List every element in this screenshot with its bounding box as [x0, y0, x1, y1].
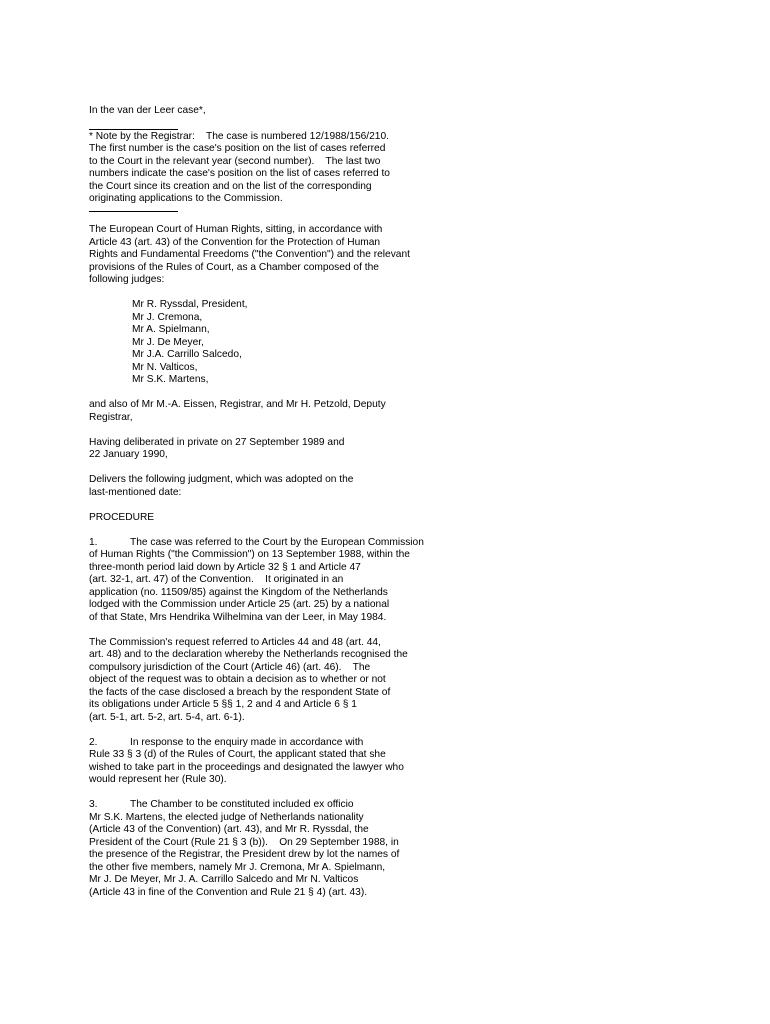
paragraph-line: lodged with the Commission under Article 25 (art. 25) by a national [89, 599, 390, 610]
registrar-footnote [89, 131, 469, 206]
paragraph-line: (art. 5-1, art. 5-2, art. 5-4, art. 6-1). [89, 711, 245, 723]
paragraph-text: The case was referred to the Court by the European Commission [130, 536, 424, 548]
paragraph-2 [89, 737, 469, 787]
paragraph-line: three-month period laid down by Article 32 § 1 and Article 47 [89, 561, 361, 573]
footnote-line: * Note by the Registrar: The case is numbered 12/1988/156/210. [89, 130, 389, 142]
paragraph-first-line [89, 799, 469, 812]
paragraph-line: wished to take part in the proceedings and designated the lawyer who [89, 761, 404, 773]
paragraph-line: Mr J. De Meyer, Mr J. A. Carrillo Salcedo and Mr N. Valticos [89, 874, 359, 885]
paragraph-line: would represent her (Rule 30). [89, 774, 227, 785]
registrar-line: and also of Mr M.-A. Eissen, Registrar, and Mr H. Petzold, Deputy [89, 399, 386, 410]
opening-line: Article 43 (art. 43) of the Convention for the Protection of Human [89, 236, 381, 248]
registrar-line: Registrar, [89, 411, 133, 423]
paragraph-line: the presence of the Registrar, the President drew by lot the names of [89, 849, 400, 860]
spacer [89, 724, 469, 737]
spacer [89, 524, 469, 537]
spacer [89, 787, 469, 800]
paragraph-line: President of the Court (Rule 21 § 3 (b)). On 29 September 1988, in [89, 836, 399, 848]
spacer [89, 499, 469, 512]
deliberated-line: Having deliberated in private on 27 September 1989 and [89, 436, 345, 448]
paragraph-line: the facts of the case disclosed a breach by the respondent State of [89, 686, 391, 698]
opening-line: The European Court of Human Rights, sitting, in accordance with [89, 224, 383, 235]
opening-line: following judges: [89, 274, 165, 285]
paragraph-line: The Commission's request referred to Articles 44 and 48 (art. 44, [89, 636, 381, 648]
paragraph-text: In response to the enquiry made in accordance with [130, 736, 364, 748]
footnote-line: to the Court in the relevant year (second number). The last two [89, 155, 381, 167]
spacer [89, 212, 469, 225]
paragraph-first-line [89, 737, 469, 750]
deliberated-line: 22 January 1990, [89, 449, 168, 460]
paragraph-line: the other five members, namely Mr J. Cremona, Mr A. Spielmann, [89, 861, 386, 873]
judge-name: Mr J. De Meyer, [132, 336, 204, 348]
judge-name: Mr J.A. Carrillo Salcedo, [132, 349, 242, 360]
opening-line: Rights and Fundamental Freedoms ("the Convention") and the relevant [89, 249, 410, 260]
judges-list [89, 299, 469, 387]
opening-paragraph [89, 224, 469, 287]
footnote-line: The first number is the case's position on the list of cases referred [89, 143, 386, 154]
delivers-line: Delivers the following judgment, which was adopted on the [89, 474, 354, 485]
judge-name: Mr A. Spielmann, [132, 324, 210, 335]
footnote-line: the Court since its creation and on the list of the corresponding [89, 180, 372, 192]
judgment-page [89, 105, 469, 899]
paragraph-text: The Chamber to be constituted included ex officio [130, 799, 354, 810]
judge-name: Mr R. Ryssdal, President, [132, 299, 248, 310]
paragraph-line: of that State, Mrs Hendrika Wilhelmina van der Leer, in May 1984. [89, 611, 387, 623]
paragraph-number: 3. [89, 799, 98, 810]
judge-name: Mr S.K. Martens, [132, 374, 209, 385]
spacer [89, 287, 469, 300]
paragraph-line: (Article 43 in fine of the Convention and Rule 21 § 4) (art. 43). [89, 886, 368, 898]
paragraph-line: application (no. 11509/85) against the Kingdom of the Netherlands [89, 586, 388, 598]
deliberated-paragraph [89, 437, 469, 462]
spacer [89, 624, 469, 637]
paragraph-line: compulsory jurisdiction of the Court (Article 46) (art. 46). The [89, 661, 371, 673]
paragraph-line: art. 48) and to the declaration whereby the Netherlands recognised the [89, 649, 408, 660]
paragraph-1 [89, 537, 469, 625]
judge-name: Mr J. Cremona, [132, 311, 203, 323]
spacer [89, 387, 469, 400]
delivers-line: last-mentioned date: [89, 486, 182, 498]
footnote-rule-top [89, 129, 178, 130]
paragraph-line: Mr S.K. Martens, the elected judge of Netherlands nationality [89, 811, 364, 823]
paragraph-number: 1. [89, 536, 98, 548]
registrar-paragraph [89, 399, 469, 424]
paragraph-line: Rule 33 § 3 (d) of the Rules of Court, the applicant stated that she [89, 749, 386, 760]
paragraph-line: of Human Rights ("the Commission") on 13 September 1988, within the [89, 549, 410, 560]
paragraph-first-line [89, 537, 469, 550]
paragraph-3 [89, 799, 469, 899]
procedure-heading: PROCEDURE [89, 511, 155, 523]
footnote-line: originating applications to the Commission. [89, 193, 283, 204]
footnote-line: numbers indicate the case's position on the list of cases referred to [89, 168, 390, 179]
spacer [89, 462, 469, 475]
opening-line: provisions of the Rules of Court, as a Chamber composed of the [89, 261, 379, 273]
paragraph-line: (art. 32-1, art. 47) of the Convention. It originated in an [89, 574, 344, 585]
paragraph-line: (Article 43 of the Convention) (art. 43), and Mr R. Ryssdal, the [89, 824, 369, 835]
paragraph-line: object of the request was to obtain a decision as to whether or not [89, 674, 386, 685]
delivers-paragraph [89, 474, 469, 499]
case-intro: In the van der Leer case*, [89, 105, 206, 116]
paragraph-number: 2. [89, 736, 98, 748]
paragraph-line: its obligations under Article 5 §§ 1, 2 and 4 and Article 6 § 1 [89, 699, 357, 710]
judge-name: Mr N. Valticos, [132, 361, 198, 373]
paragraph-1-continued [89, 637, 469, 725]
spacer [89, 424, 469, 437]
